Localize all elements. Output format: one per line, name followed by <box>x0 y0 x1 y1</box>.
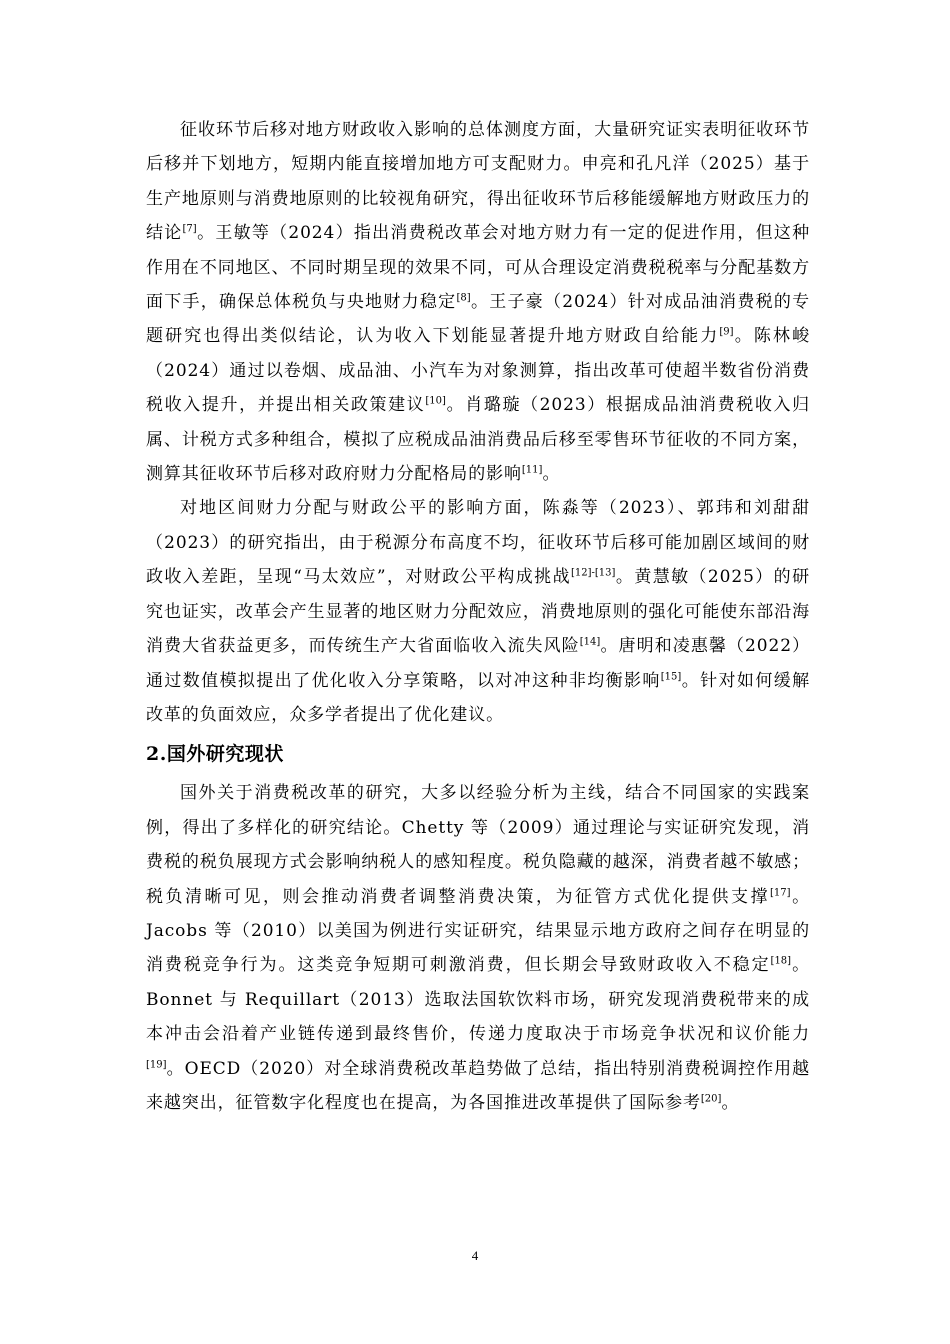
paragraph-regional-distribution <box>146 491 810 732</box>
text-run: 。黄慧敏（2025）的研究也证实，改革会产生显著的地区财力分配效应，消费地原则的强化可能使东部沿海消费大省获益更多，而传统生产大省面临收入流失风险 <box>146 567 810 657</box>
page-number: 4 <box>471 1248 479 1263</box>
text-run: 。唐明和凌惠馨（2022）通过数值模拟提出了优化收入分享策略，以对冲这种非均衡影响 <box>146 636 810 691</box>
text-run: 。 <box>721 1092 740 1113</box>
text-run: 征收环节后移对地方财政收入影响的总体测度方面，大量研究证实表明征收环节后移并下划地方，短期内能直接增加地方可支配财力。申亮和孔凡洋（2025）基于生产地原则与消费地原则的比较视角研究，得出征收环节后移能缓解地方财政压力的结论 <box>146 120 810 244</box>
citation-marker: [11] <box>521 464 543 476</box>
document-body <box>146 113 810 1120</box>
citation-marker: [10] <box>425 395 446 407</box>
section-heading-foreign-research: 2.国外研究现状 <box>146 743 284 766</box>
citation-marker: [14] <box>579 636 601 648</box>
citation-marker: [20] <box>700 1093 722 1105</box>
citation-marker: [8] <box>456 292 471 304</box>
citation-marker: [19] <box>146 1058 167 1070</box>
text-run: 。OECD（2020）对全球消费税改革趋势做了总结，指出特别消费税调控作用越来越突出，征管数字化程度也在提高，为各国推进改革提供了国际参考 <box>146 1058 810 1113</box>
text-run: 国外关于消费税改革的研究，大多以经验分析为主线，结合不同国家的实践案例，得出了多样化的研究结论。Chetty 等（2009）通过理论与实证研究发现，消费税的税负展现方式会影响纳税人的感知程度。税负隐藏的越深，消费者越不敏感；税负清晰可见，则会推动消费者调整消费决策，为征管方式优化提供支撑 <box>146 783 810 907</box>
citation-marker: [15] <box>660 670 682 682</box>
text-run: 。王子豪（2024）针对成品油消费税的专题研究也得出类似结论，认为收入下划能显著提升地方财政自给能力 <box>146 292 810 347</box>
citation-marker: [17] <box>769 886 791 898</box>
text-run: 对地区间财力分配与财政公平的影响方面，陈淼等（2023）、郭玮和刘甜甜（2023）的研究指出，由于税源分布高度不均，征收环节后移可能加剧区域间的财政收入差距，呈现“马太效应”，对财政公平构成挑战 <box>146 498 810 588</box>
text-run: 。王敏等（2024）指出消费税改革会对地方财力有一定的促进作用，但这种作用在不同地区、不同时期呈现的效果不同，可从合理设定消费税税率与分配基数方面下手，确保总体税负与央地财力稳定 <box>146 223 810 313</box>
text-run: 。Bonnet 与 Requillart（2013）选取法国软饮料市场，研究发现消费税带来的成本冲击会沿着产业链传递到最终售价，传递力度取决于市场竞争状况和议价能力 <box>146 955 811 1045</box>
text-run: 。肖璐璇（2023）根据成品油消费税收入归属、计税方式多种组合，模拟了应税成品油消费品后移至零售环节征收的不同方案，测算其征收环节后移对政府财力分配格局的影响 <box>146 395 811 485</box>
text-run: 。Jacobs 等（2010）以美国为例进行实证研究，结果显示地方政府之间存在明显的消费税竞争行为。这类竞争短期可刺激消费，但长期会导致财政收入不稳定 <box>146 886 810 976</box>
citation-marker: [9] <box>719 326 734 338</box>
text-run: 。针对如何缓解改革的负面效应，众多学者提出了优化建议。 <box>146 670 810 725</box>
citation-marker: [12]-[13] <box>570 567 616 579</box>
citation-marker: [18] <box>770 955 792 967</box>
paragraph-foreign-research <box>146 776 810 1120</box>
citation-marker: [7] <box>182 223 197 235</box>
text-run: 。陈林峻（2024）通过以卷烟、成品油、小汽车为对象测算，指出改革可使超半数省份消费税收入提升，并提出相关政策建议 <box>146 326 810 416</box>
text-run: 。 <box>542 464 561 485</box>
paragraph-fiscal-revenue <box>146 113 810 491</box>
